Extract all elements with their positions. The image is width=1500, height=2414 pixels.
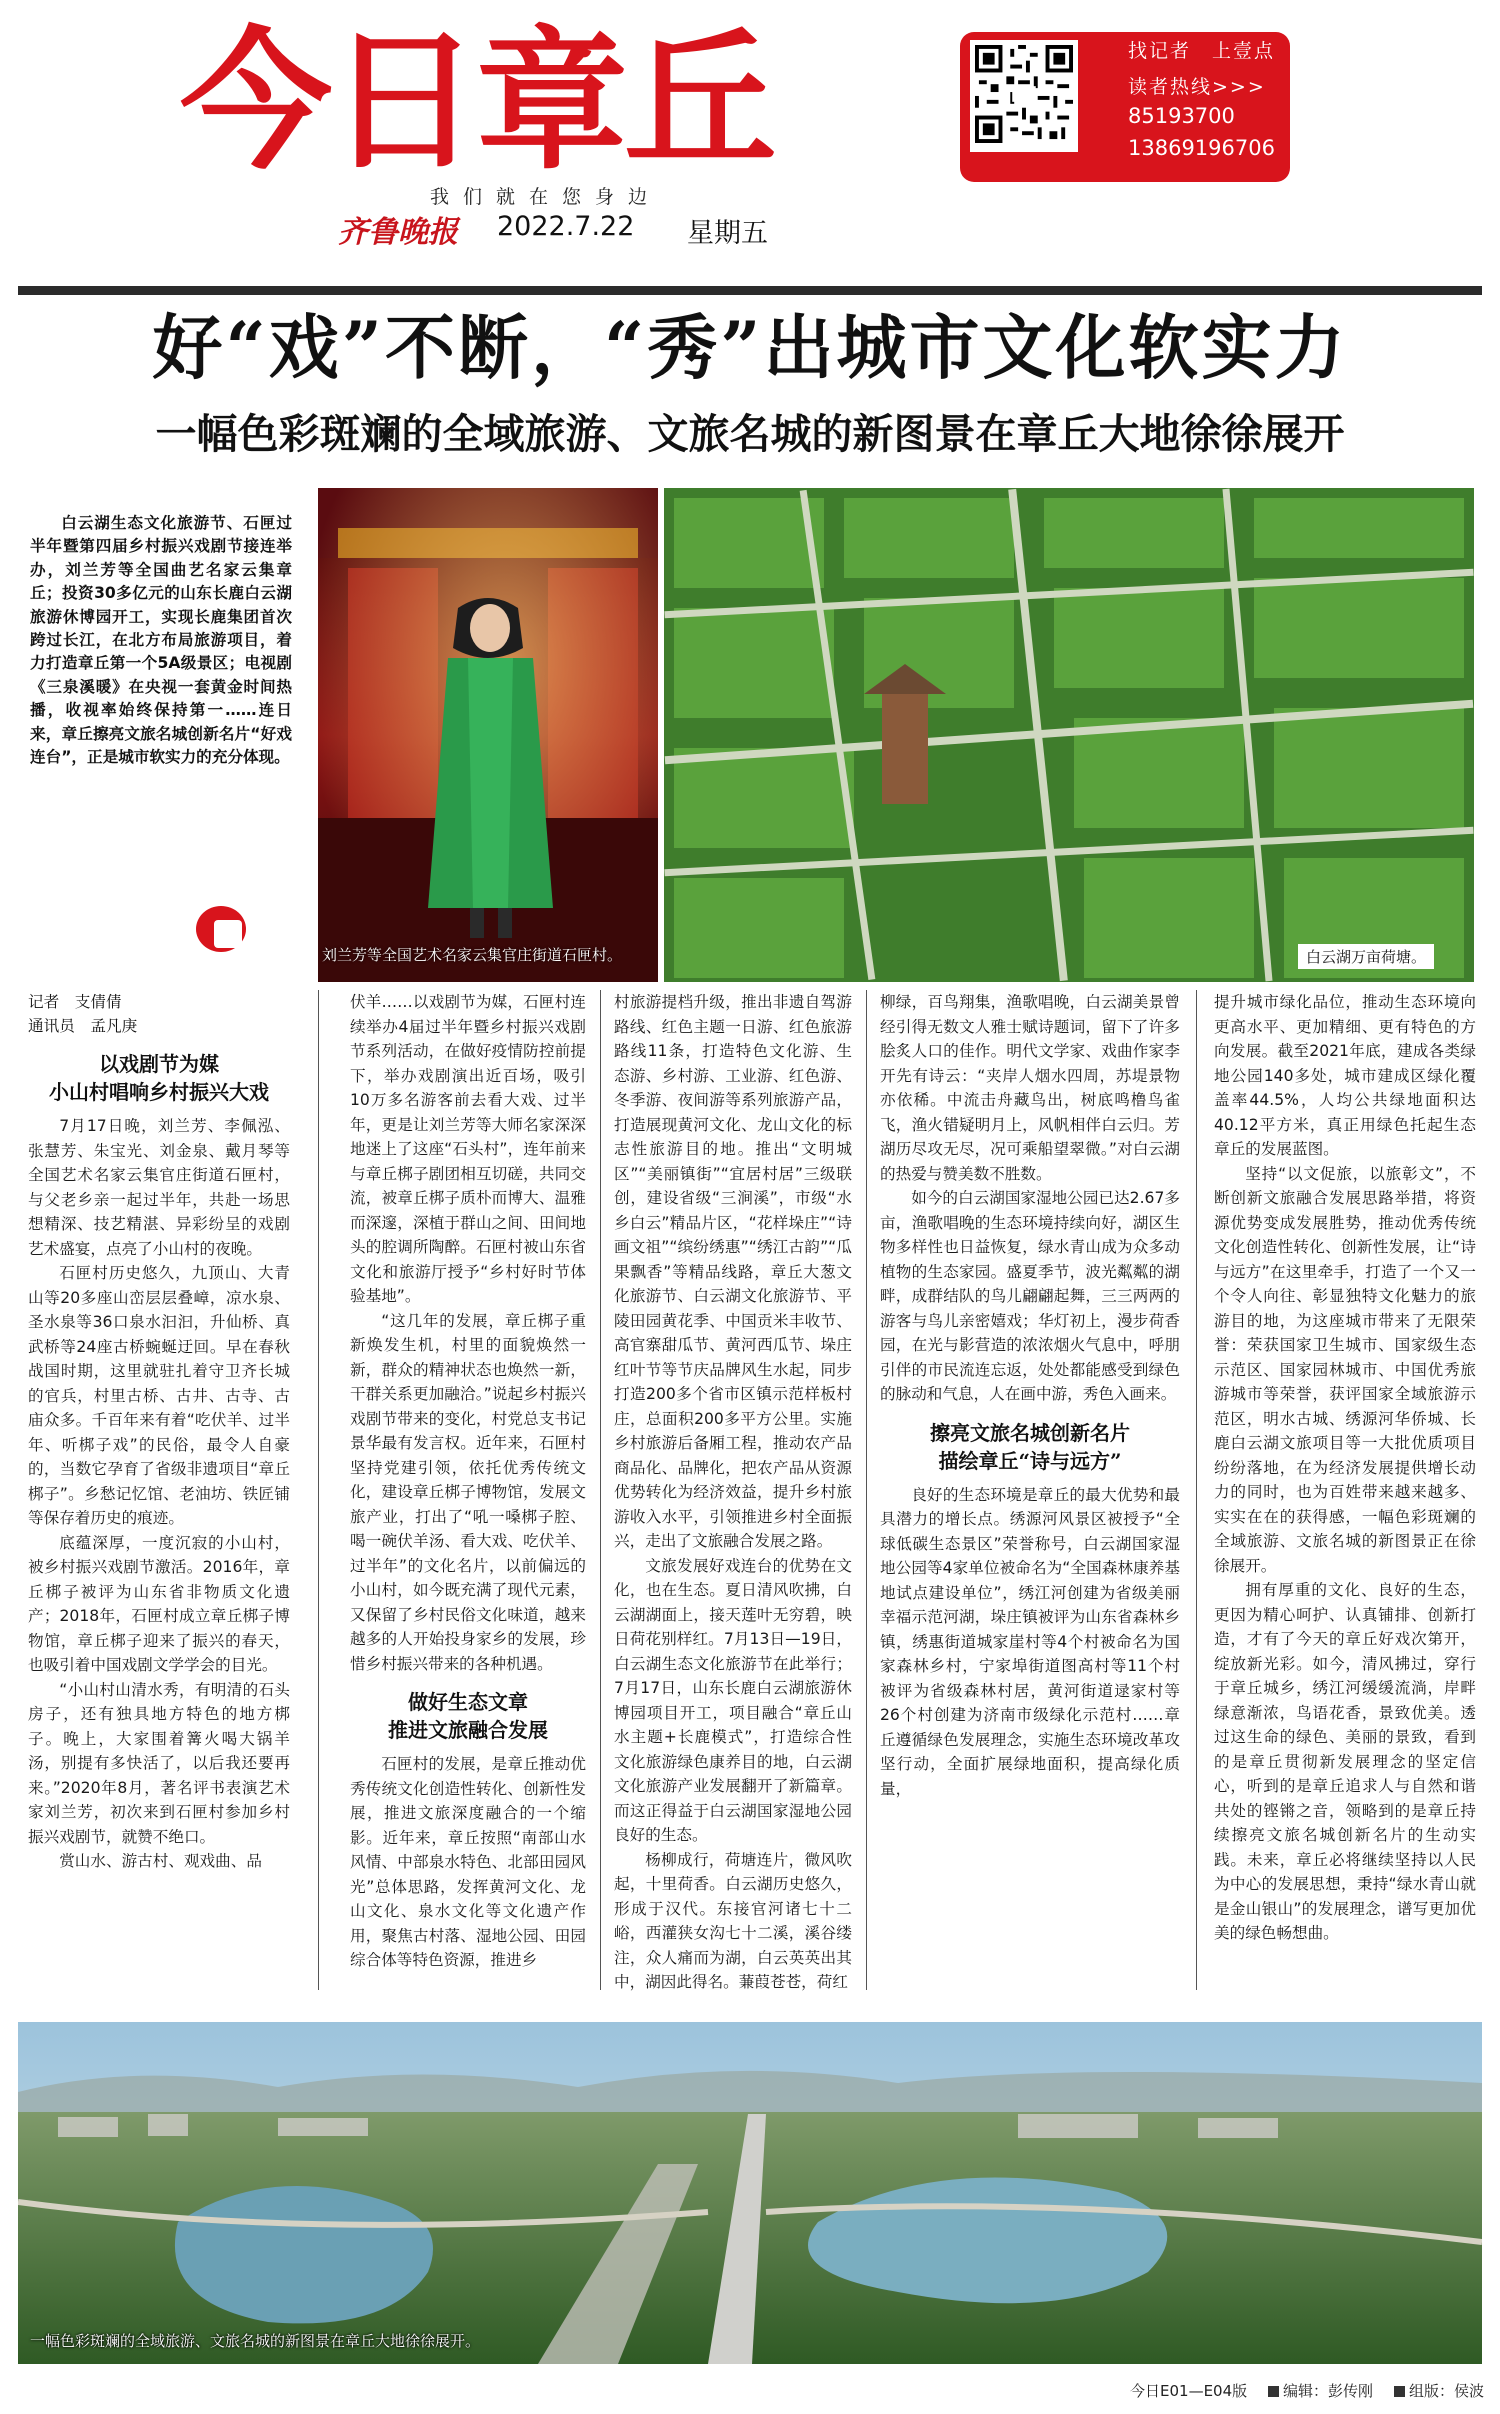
column-rule	[866, 990, 867, 1990]
article-column-4	[880, 990, 1180, 2010]
section-heading-1: 以戏剧节为媒 小山村唱响乡村振兴大戏	[49, 1052, 269, 1104]
paragraph: 拥有厚重的文化、良好的生态，更因为精心呵护、认真铺排、创新打造，才有了今天的章丘好戏次第开，绽放新光彩。如今，清风拂过，穿行于章丘城乡，绣江河缓缓流淌，岸畔绿意渐浓，鸟语花香，景致优美。透过这生命的绿色、美丽的景致，看到的是章丘贯彻新发展理念的坚定信心，听到的是章丘追求人与自然和谐共处的铿锵之音，领略到的是章丘持续擦亮文旅名城创新名片的生动实践。未来，章丘必将继续坚持以人民为中心的发展思想，秉持“绿水青山就是金山银山”的发展理念，谱写更加优美的绿色畅想曲。	[1214, 1581, 1476, 1942]
column-rule	[600, 990, 601, 1990]
editor-credit	[1268, 2380, 1373, 2401]
contact-reporter-line: 找记者 上壹点	[1128, 40, 1276, 62]
article-column-3	[614, 990, 852, 2010]
qr-code-icon[interactable]	[970, 40, 1078, 152]
article-column-1	[28, 990, 290, 2010]
paragraph: 石匣村历史悠久，九顶山、大青山等20多座山峦层层叠嶂，凉水泉、圣水泉等36口泉水汩汩，升仙桥、真武桥等24座古桥蜿蜒迂回。早在春秋战国时期，这里就驻扎着守卫齐长城的官兵，村里古桥、古井、古寺、古庙众多。千百年来有着“吃伏羊、过半年、听梆子戏”的民俗，最令人自豪的，当数它孕育了省级非遗项目“章丘梆子”。乡愁记忆馆、老油坊、铁匠铺等保存着历史的痕迹。	[28, 1264, 290, 1527]
lotus-photo-caption: 白云湖万亩荷塘。	[1298, 944, 1434, 969]
paragraph: 杨柳成行，荷塘连片，微风吹起，十里荷香。白云湖历史悠久，形成于汉代。东接官河诸七十二峪，西灌狭女沟七十二溪，溪谷缕注，众人痛而为湖，白云英英出其中，湖因此得名。蒹葭苍苍，荷红	[614, 1850, 852, 1991]
masthead	[0, 0, 1500, 290]
paragraph: 石匣村的发展，是章丘推动优秀传统文化创造性转化、创新性发展，推进文旅深度融合的一个缩影。近年来，章丘按照“南部山水风情、中部泉水特色、北部田园风光”总体思路，发挥黄河文化、龙山文化、泉水文化等文化遗产作用，聚焦古村落、湿地公园、田园综合体等特色资源，推进乡	[350, 1755, 586, 1969]
paragraph: 如今的白云湖国家湿地公园已达2.67多亩，渔歌唱晚的生态环境持续向好，湖区生物多样性也日益恢复，绿水青山成为众多动植物的生态家园。盛夏季节，波光粼粼的湖畔，成群结队的鸟儿翩翩起舞，三三两两的游客与鸟儿亲密嬉戏；华灯初上，漫步荷香园，在光与影营造的浓浓烟火气息中，呼朋引伴的市民流连忘返，处处都能感受到绿色的脉动和气息，人在画中游，秀色入画来。	[880, 1189, 1180, 1403]
paragraph: 坚持“以文促旅，以旅彰文”，不断创新文旅融合发展思路举措，将资源优势变成发展胜势，推动优秀传统文化创造性转化、创新性发展，让“诗与远方”在这里牵手，打造了一个又一个令人向往、彰显独特文化魅力的旅游目的地，为这座城市带来了无限荣誉：荣获国家卫生城市、国家级生态示范区、国家园林城市、中国优秀旅游城市等荣誉，获评国家全域旅游示范区，明水古城、绣源河华侨城、长鹿白云湖文旅项目等一大批优质项目纷纷落地，在为经济发展提供增长动力的同时，也为百姓带来越来越多、实实在在的获得感，一幅色彩斑斓的全域旅游、文旅名城的新图景正在徐徐展开。	[1214, 1164, 1476, 1575]
article-lead: 白云湖生态文化旅游节、石匣过半年暨第四届乡村振兴戏剧节接连举办，刘兰芳等全国曲艺名家云集章丘；投资30多亿元的山东长鹿白云湖旅游休博园开工，实现长鹿集团首次跨过长江，在北方布局旅游项目，着力打造章丘第一个5A级景区；电视剧《三泉溪暖》在央视一套黄金时间热播，收视率始终保持第一……连日来，章丘擦亮文旅名城创新名片“好戏连台”，正是城市软实力的充分体现。	[30, 514, 292, 767]
paragraph: 文旅发展好戏连台的优势在文化，也在生态。夏日清风吹拂，白云湖湖面上，接天莲叶无穷碧，映日荷花别样红。7月13日—19日，白云湖生态文化旅游节在此举行；7月17日，山东长鹿白云湖旅游休博园项目开工，项目融合“章丘山水主题+长鹿模式”，打造综合性文化旅游绿色康养目的地，白云湖文化旅游产业发展翻开了新篇章。而这正得益于白云湖国家湿地公园良好的生态。	[614, 1556, 852, 1844]
byline-correspondent: 通讯员 孟凡庚	[28, 1017, 138, 1035]
paragraph: “这几年的发展，章丘梆子重新焕发生机，村里的面貌焕然一新，群众的精神状态也焕然一新，干群关系更加融洽。”说起乡村振兴戏剧节带来的变化，村党总支书记景华最有发言权。近年来，石匣村坚持党建引领，依托优秀传统文化，建设章丘梆子博物馆，发展文旅产业，打出了“吼一嗓梆子腔、喝一碗伏羊汤、看大戏、吃伏羊、过半年”的文化名片，以前偏远的小山村，如今既充满了现代元素，又保留了乡村民俗文化味道，越来越多的人开始投身家乡的发展，珍惜乡村振兴带来的各种机遇。	[350, 1311, 586, 1673]
paragraph: 底蕴深厚，一度沉寂的小山村，被乡村振兴戏剧节激活。2016年，章丘梆子被评为山东省非物质文化遗产；2018年，石匣村成立章丘梆子博物馆，章丘梆子迎来了振兴的春天，也吸引着中国戏剧文学学会的目光。	[28, 1533, 290, 1674]
paragraph: 村旅游提档升级，推出非遗自驾游路线、红色主题一日游、红色旅游路线11条，打造特色文化游、生态游、乡村游、工业游、红色游、冬季游、夜间游等系列旅游产品，打造展现黄河文化、龙山文化的标志性旅游目的地。推出“文明城区”“美丽镇街”“宜居村居”三级联创，建设省级“三涧溪”，市级“水乡白云”精品片区，“花样垛庄”“诗画文祖”“缤纷绣惠”“绣江古韵”“瓜果飘香”等精品线路，章丘大葱文化旅游节、白云湖文化旅游节、平陵田园黄花季、中国贡米丰收节、高官寨甜瓜节、黄河西瓜节、垛庄红叶节等节庆品牌风生水起，同步打造200多个省市区镇示范样板村庄，总面积200多平方公里。实施乡村旅游后备厢工程，推动农产品商品化、品牌化，把农产品从资源优势转化为经济效益，提升乡村旅游收入水平，引领推进乡村全面振兴，走出了文旅融合发展之路。	[614, 993, 852, 1550]
section-heading-3: 擦亮文旅名城创新名片 描绘章丘“诗与远方”	[930, 1420, 1130, 1473]
edition-label: 今日E01—E04版	[1130, 2382, 1248, 2400]
article-subheadline: 一幅色彩斑斓的全域旅游、文旅名城的新图景在章丘大地徐徐展开	[155, 410, 1345, 458]
paragraph: 赏山水、游古村、观戏曲、品	[59, 1852, 262, 1870]
lotus-pond-photo	[664, 488, 1474, 982]
parent-paper-name: 齐鲁晚报	[338, 215, 458, 250]
paragraph: 伏羊……以戏剧节为媒，石匣村连续举办4届过半年暨乡村振兴戏剧节系列活动，在做好疫情防控前提下，举办戏剧演出近百场，吸引10万多名游客前去看大戏、过半年，更是让刘兰芳等大师名家深深地迷上了这座“石头村”，连年前来与章丘梆子剧团相互切磋，共同交流，被章丘梆子质朴而博大、温雅而深邃，深植于群山之间、田间地头的腔调所陶醉。石匣村被山东省文化和旅游厅授予“乡村好时节体验基地”。	[350, 993, 586, 1305]
contact-hotline-label: 读者热线>>>	[1128, 76, 1266, 98]
contact-box	[960, 32, 1290, 182]
paragraph: 7月17日晚，刘兰芳、李佩泓、张慧芳、朱宝光、刘金泉、戴月琴等全国艺术名家云集官庄街道石匣村，与父老乡亲一起过半年，共赴一场思想精深、技艺精湛、异彩纷呈的戏剧艺术盛宴，点亮了小山村的夜晚。	[28, 1117, 290, 1258]
contact-phone-2[interactable]: 13869196706	[1128, 136, 1275, 160]
article-column-5	[1214, 990, 1476, 2010]
slogan: 我们就在您身边	[430, 186, 662, 208]
qr-code-graphic	[975, 45, 1073, 143]
column-rule	[1196, 990, 1197, 1990]
article-column-2	[350, 990, 586, 2010]
aerial-panorama-photo	[18, 2022, 1482, 2364]
stage-photo-caption: 刘兰芳等全国艺术名家云集官庄街道石匣村。	[322, 946, 623, 964]
red-logo-mark-icon	[196, 906, 246, 952]
paragraph: 柳绿，百鸟翔集，渔歌唱晚，白云湖美景曾经引得无数文人雅士赋诗题词，留下了许多脍炙人口的佳作。明代文学家、戏曲作家李开先有诗云：“夹岸人烟水四周，苏堤景物亦依稀。中流击舟藏鸟出，树底鸣橹鸟雀飞，渔火错疑明月上，风帆相伴白云归。芳湖历尽攻无尽，况可乘船望翠微。”对白云湖的热爱与赞美数不胜数。	[880, 993, 1180, 1183]
paragraph: 良好的生态环境是章丘的最大优势和最具潜力的增长点。绣源河风景区被授予“全球低碳生态景区”荣誉称号，白云湖国家湿地公园等4家单位被命名为“全国森林康养基地试点建设单位”，绣江河创建为省级美丽幸福示范河湖，垛庄镇被评为山东省森林乡镇，绣惠街道城家崖村等4个村被命名为国家森林乡村，宁家埠街道图高村等11个村被评为省级森林村居，黄河街道逯家村等26个村创建为济南市级绿化示范村……章丘遵循绿色发展理念，实施生态环境改革攻坚行动，全面扩展绿地面积，提高绿化质量，	[880, 1485, 1180, 1798]
stage-performance-photo	[318, 488, 658, 982]
section-heading-2: 做好生态文章 推进文旅融合发展	[388, 1690, 548, 1742]
byline-reporter: 记者 支倩倩	[28, 993, 122, 1011]
paragraph: 提升城市绿化品位，推动生态环境向更高水平、更加精细、更有特色的方向发展。截至2021年底，建成各类绿地公园140多处，城市建成区绿化覆盖率44.5%，人均公共绿地面积达40.12平方米，真正用绿色托起生态章丘的发展蓝图。	[1214, 993, 1476, 1158]
contact-phone-1[interactable]: 85193700	[1128, 104, 1235, 128]
issue-date: 2022.7.22	[497, 211, 635, 242]
page-footer	[18, 2372, 1485, 2406]
article-headline: 好“戏”不断，“秀”出城市文化软实力	[152, 306, 1348, 389]
square-bullet-icon	[1394, 2386, 1405, 2397]
layout-credit	[1394, 2380, 1484, 2401]
square-bullet-icon	[1268, 2386, 1279, 2397]
layout-credit-text: 组版：侯波	[1409, 2382, 1485, 2400]
editor-credit-text: 编辑：彭传刚	[1283, 2382, 1374, 2400]
newspaper-logo: 今日章丘	[180, 13, 772, 190]
issue-weekday: 星期五	[687, 218, 768, 249]
paragraph: “小山村山清水秀，有明清的石头房子，还有独具地方特色的地方梆子。晚上，大家围着篝火喝大锅羊汤，别提有多快活了，以后我还要再来。”2020年8月，著名评书表演艺术家刘兰芳，初次来到石匣村参加乡村振兴戏剧节，就赞不绝口。	[28, 1680, 290, 1846]
masthead-divider	[18, 286, 1482, 295]
column-rule	[318, 990, 319, 1990]
panorama-caption: 一幅色彩斑斓的全域旅游、文旅名城的新图景在章丘大地徐徐展开。	[30, 2332, 481, 2350]
